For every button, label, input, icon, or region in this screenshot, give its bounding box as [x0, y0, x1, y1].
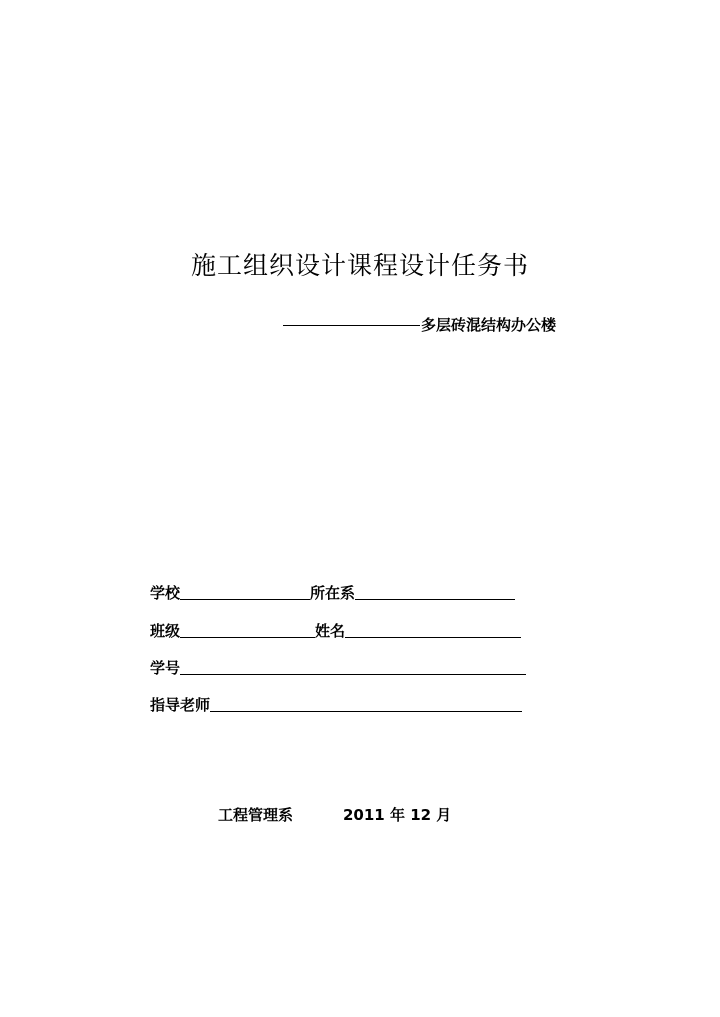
- name-blank-line: [345, 637, 521, 638]
- department-blank-line: [355, 599, 515, 600]
- advisor-label: 指导老师: [150, 696, 211, 714]
- advisor-blank-line: [210, 711, 522, 712]
- class-blank-line: [180, 637, 315, 638]
- footer-date: 2011 年 12 月: [343, 806, 452, 824]
- name-label: 姓名: [315, 622, 346, 640]
- student-id-label: 学号: [150, 659, 181, 677]
- form-row-class-name: [150, 616, 521, 640]
- school-blank-line: [180, 599, 310, 600]
- document-subtitle-row: [283, 314, 556, 335]
- footer-department: 工程管理系: [218, 806, 294, 824]
- student-id-blank-line: [180, 674, 526, 675]
- form-row-school-department: [150, 578, 515, 602]
- document-subtitle: 多层砖混结构办公楼: [421, 316, 557, 334]
- form-row-advisor: [150, 690, 522, 714]
- school-label: 学校: [150, 584, 181, 602]
- department-label: 所在系: [310, 584, 356, 602]
- subtitle-dash-line: [283, 325, 420, 326]
- class-label: 班级: [150, 622, 181, 640]
- form-row-student-id: [150, 653, 526, 677]
- document-title: 施工组织设计课程设计任务书: [190, 251, 529, 280]
